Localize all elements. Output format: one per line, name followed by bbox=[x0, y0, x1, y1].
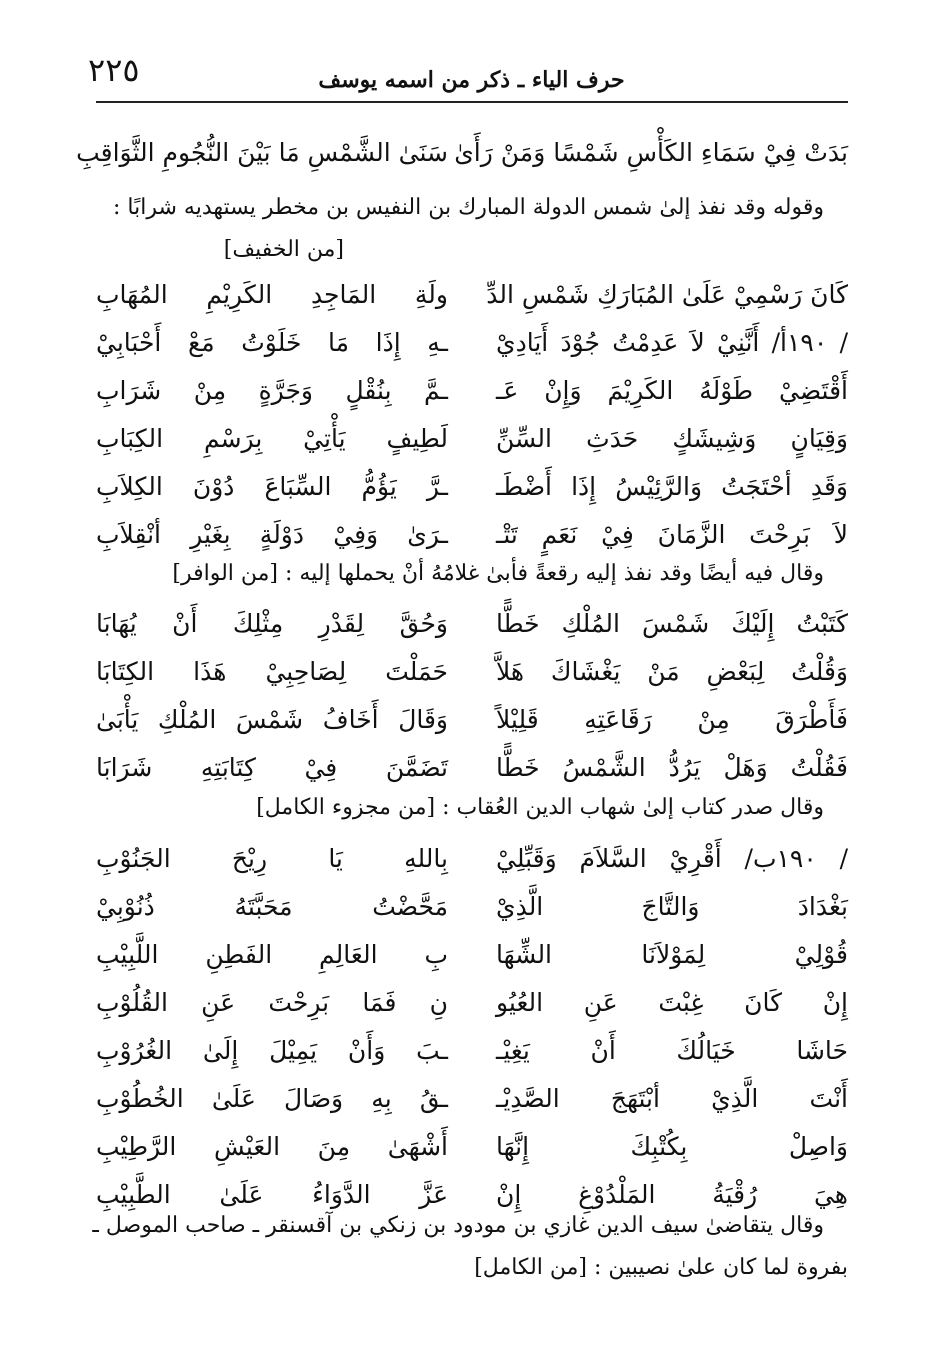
verse-line bbox=[96, 649, 848, 695]
verse-first-hemistich: حَاشَا خَيَالُكَ أَنْ يَغِيْـ bbox=[496, 1036, 848, 1065]
verse-second-hemistich: ـقُ بِهِ وَصَالَ عَلَىٰ الخُطُوْبِ bbox=[96, 1084, 448, 1113]
running-header: حرف الياء ـ ذكر من اسمه يوسف bbox=[318, 67, 625, 93]
verse-line bbox=[96, 1076, 848, 1122]
verse-second-hemistich: عَزَّ الدَّوَاءُ عَلَىٰ الطَّبِيْبِ bbox=[96, 1180, 448, 1209]
verse-first-hemistich: أَنْتَ الَّذِيْ أبْتَهَجَ الصَّدِيْـ bbox=[496, 1084, 848, 1113]
verse-second-hemistich: أَشْهَىٰ مِنَ العَيْشِ الرَّطِيْبِ bbox=[96, 1132, 448, 1161]
verse-first-hemistich: قُوْلِيْ لِمَوْلاَنَا الشِّهَا bbox=[496, 940, 848, 969]
verse-second-hemistich: وَقَالَ أَخَافُ شَمْسَ المُلْكِ يَأْبَىٰ bbox=[96, 705, 448, 734]
verse-line bbox=[96, 368, 848, 414]
verse-second-hemistich: ـرَىٰ وَفِيْ دَوْلَةٍ بِغَيْرِ أنْقِلاَبِ bbox=[96, 520, 448, 549]
verse-line bbox=[96, 836, 848, 882]
verse-line bbox=[96, 512, 848, 558]
verse-line bbox=[96, 932, 848, 978]
verse-second-hemistich: سَنَىٰ الشَّمْسِ مَا بَيْنَ النُّجُومِ الثَّوَاقِبِ bbox=[76, 138, 448, 167]
verse-first-hemistich: بَدَتْ فِيْ سَمَاءِ الكَأْسِ شَمْسًا وَمَنْ رَأَىٰ bbox=[454, 138, 848, 167]
verse-first-hemistich: لاَ بَرِحْتَ الزَّمَانَ فِيْ نَعَمٍ تَتْـ bbox=[496, 520, 848, 549]
prose-intro: وقوله وقد نفذ إلىٰ شمس الدولة المبارك بن النفيس بن مخطر يستهديه شرابًا : bbox=[113, 195, 824, 220]
verse-second-hemistich: ـمَّ بِنُقْلٍ وَجَرَّةٍ مِنْ شَرَابِ bbox=[96, 376, 448, 405]
verse-second-hemistich: ولَةِ المَاجِدِ الكَرِيْمِ المُهَابِ bbox=[96, 280, 448, 309]
verse-first-hemistich: كَتَبْتُ إِلَيْكَ شَمْسَ المُلْكِ خَطًّا bbox=[496, 609, 848, 638]
verse-line bbox=[96, 884, 848, 930]
prose-intro: وقال فيه أيضًا وقد نفذ إليه رقعةً فأبىٰ غلامُهُ أنْ يحملها إليه : [من الوافر] bbox=[172, 561, 824, 586]
verse-second-hemistich: حَمَلْتَ لِصَاحِبِيْ هَذَا الكِتَابَا bbox=[96, 657, 448, 686]
verse-first-hemistich: وَاصِلْ بِكُتْبِكَ إِنَّهَا bbox=[496, 1132, 848, 1161]
verse-first-hemistich: أَقْتَضِيْ طَوْلَهُ الكَرِيْمَ وَإِنْ عَـ bbox=[496, 376, 848, 405]
verse-line bbox=[96, 980, 848, 1026]
verse-second-hemistich: لَطِيفٍ يَأْتِيْ بِرَسْمِ الكِبَابِ bbox=[96, 424, 448, 453]
verse-line bbox=[96, 464, 848, 510]
verse-second-hemistich: ـرَّ يَؤُمُّ السِّبَاعَ دُوْنَ الكِلاَبِ bbox=[96, 472, 448, 501]
verse-second-hemistich: بِاللهِ يَا رِيْحَ الجَنُوْبِ bbox=[96, 844, 448, 873]
verse-second-hemistich: نِ فَمَا بَرِحْتَ عَنِ القُلُوْبِ bbox=[96, 988, 448, 1017]
prose-intro: وقال يتقاضىٰ سيف الدين غازي بن مودود بن زنكي بن آقسنقر ـ صاحب الموصل ـ bbox=[92, 1213, 824, 1238]
verse-first-hemistich: / ١٩٠ب/ أَقْرِيْ السَّلاَمَ وَقَبِّلِيْ bbox=[496, 844, 848, 873]
verse-first-hemistich: كَانَ رَسْمِيْ عَلَىٰ المُبَارَكِ شَمْسِ الدِّ bbox=[486, 280, 848, 309]
verse-second-hemistich: ـهِ إِذَا مَا خَلَوْتُ مَعْ أَحْبَابِيْ bbox=[96, 328, 448, 357]
prose-intro-continued: بفروة لما كان علىٰ نصيبين : [من الكامل] bbox=[474, 1255, 848, 1280]
verse-second-hemistich: مَحَّضْتُ مَحَبَّتَهُ ذُنُوْبِيْ bbox=[96, 892, 448, 921]
verse-second-hemistich: ـبَ وَأَنْ يَمِيْلَ إِلَىٰ الغُرُوْبِ bbox=[96, 1036, 448, 1065]
page-body bbox=[76, 0, 848, 1366]
verse-second-hemistich: تَضَمَّنَ فِيْ كِتَابَتِهِ شَرَابَا bbox=[96, 753, 448, 782]
verse-first-hemistich: فَقُلْتُ وَهَلْ يَرُدُّ الشَّمْسُ خَطًّا bbox=[496, 753, 848, 782]
verse-line bbox=[96, 272, 848, 318]
verse-first-hemistich: / ١٩٠أ/ أَنَّنِيْ لاَ عَدِمْتُ جُوْدَ أَيَادِيْ bbox=[496, 328, 848, 357]
verse-second-hemistich: بِ العَالِمِ الفَطِنِ اللَّبِيْبِ bbox=[96, 940, 448, 969]
verse-first-hemistich: هِيَ رُقْيَةُ المَلْدُوْغِ إِنْ bbox=[496, 1180, 848, 1209]
verse-line bbox=[96, 416, 848, 462]
verse-first-hemistich: بَغْدَادَ وَالتَّاجَ الَّذِيْ bbox=[496, 892, 848, 921]
page-number: ٢٢٥ bbox=[88, 51, 140, 89]
verse-line bbox=[96, 745, 848, 791]
verse-first-hemistich: وَقُلْتُ لِبَعْضِ مَنْ يَغْشَاكَ هَلاَّ bbox=[496, 657, 848, 686]
verse-first-hemistich: وَقَدِ أحْتَجَتُ وَالرَّئِيْسُ إِذَا أَضْطَـ bbox=[496, 472, 848, 501]
verse-first-hemistich: وَقِيَانٍ وَشِيشَكٍ حَدَثِ السِّنِّ bbox=[496, 424, 848, 453]
meter-label: [من الخفيف] bbox=[223, 237, 344, 262]
verse-line bbox=[96, 320, 848, 366]
verse-line bbox=[76, 130, 848, 176]
verse-second-hemistich: وَحُقَّ لِقَدْرِ مِثْلِكَ أَنْ يُهَابَا bbox=[96, 609, 448, 638]
verse-line bbox=[96, 697, 848, 743]
prose-intro: وقال صدر كتاب إلىٰ شهاب الدين العُقاب : [من مجزوء الكامل] bbox=[256, 795, 824, 820]
verse-line bbox=[96, 1124, 848, 1170]
verse-first-hemistich: إِنْ كَانَ غِبْتَ عَنِ العُيُو bbox=[496, 988, 848, 1017]
verse-first-hemistich: فَأَطْرَقَ مِنْ رَقَاعَتِهِ قَلِيْلاً bbox=[496, 705, 848, 734]
verse-line bbox=[96, 1028, 848, 1074]
verse-line bbox=[96, 601, 848, 647]
